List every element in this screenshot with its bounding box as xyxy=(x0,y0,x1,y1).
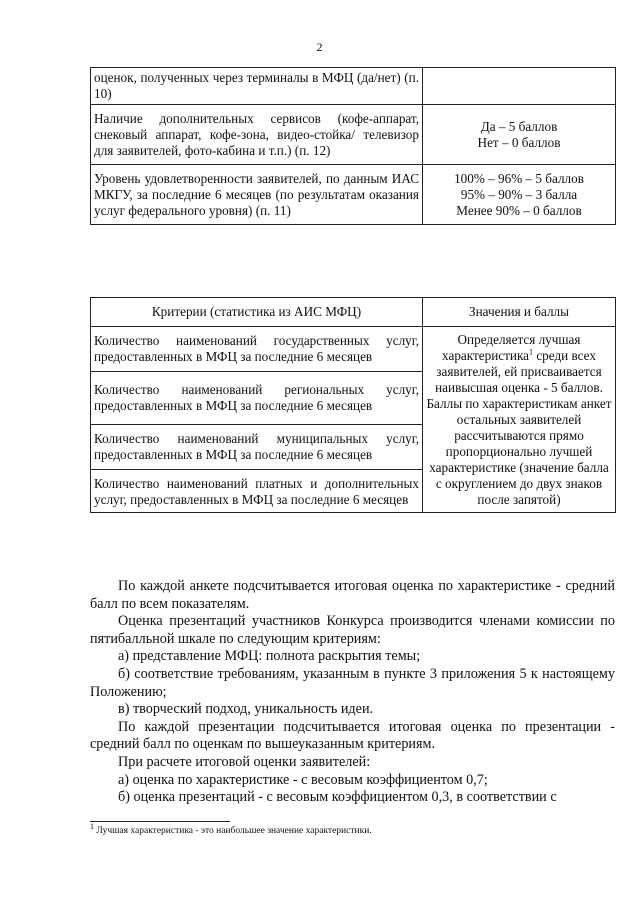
paragraph: По каждой анкете подсчитывается итоговая оценка по характеристике - средний балл по всем показателям. xyxy=(90,578,615,612)
score-line: 95% – 90% – 3 балла xyxy=(460,186,578,202)
footnote-divider xyxy=(90,821,230,822)
table-row xyxy=(91,165,616,225)
body-text xyxy=(90,578,615,807)
criteria-table-top xyxy=(90,67,616,225)
table-cell-criterion: Количество наименований государственных услуг, предоставленных в МФЦ за последние 6 месяцев xyxy=(91,327,423,372)
table-cell-criterion: Количество наименований региональных услуг, предоставленных в МФЦ за последние 6 месяцев xyxy=(91,372,423,425)
table-header-criteria: Критерии (статистика из АИС МФЦ) xyxy=(91,298,423,327)
list-item: б) соответствие требованиям, указанным в пункте 3 приложения 5 к настоящему Положению; xyxy=(90,665,615,700)
paragraph: При расчете итоговой оценки заявителей: xyxy=(118,753,371,770)
score-line: 100% – 96% – 5 баллов xyxy=(454,170,584,186)
table-cell-criterion: Наличие дополнительных сервисов (кофе-аппарат, снековый аппарат, кофе-зона, видео-стойка/ телевизор для заявителей, фото-кабина и т.п.) (п. 12) xyxy=(91,105,423,165)
footnote-text: Лучшая характеристика - это наибольшее значение характеристики. xyxy=(94,826,372,836)
score-line: Да – 5 баллов xyxy=(480,118,558,134)
table-row xyxy=(91,327,616,372)
table-cell-criterion: Количество наименований муниципальных услуг, предоставленных в МФЦ за последние 6 месяцев xyxy=(91,425,423,470)
table-cell-merged-scoring xyxy=(423,327,616,513)
table-row xyxy=(91,68,616,105)
table-cell-score xyxy=(423,68,616,105)
footnote-ref: 1 xyxy=(529,347,534,357)
list-item: а) оценка по характеристике - с весовым коэффициентом 0,7; xyxy=(118,771,488,788)
table-cell-criterion: Уровень удовлетворенности заявителей, по данным ИАС МКГУ, за последние 6 месяцев (по результатам оказания услуг федерального уровня) (п. 11) xyxy=(91,165,423,225)
table-cell-score xyxy=(423,165,616,225)
table-header-row xyxy=(91,298,616,327)
score-line: Менее 90% – 0 баллов xyxy=(456,202,582,218)
page-number: 2 xyxy=(316,40,323,54)
table-header-values: Значения и баллы xyxy=(423,298,616,327)
scoring-text-start: Определяется лучшая характеристика xyxy=(442,331,581,363)
table-cell-score xyxy=(423,105,616,165)
criteria-table-statistics xyxy=(90,297,616,513)
list-item: а) представление МФЦ: полнота раскрытия темы; xyxy=(118,648,421,665)
footnote xyxy=(90,821,372,836)
table-cell-criterion: оценок, полученных через терминалы в МФЦ (да/нет) (п. 10) xyxy=(91,68,423,105)
scoring-text-end: среди всех заявителей, ей присваивается наивысшая оценка - 5 баллов. Баллы по характеристикам анкет остальных заявителей рассчитываются прямо пропорционально лучшей характеристике (значение балла с округлением до двух знаков после запятой) xyxy=(426,347,612,507)
score-line: Нет – 0 баллов xyxy=(477,134,561,150)
table-row xyxy=(91,105,616,165)
paragraph: По каждой презентации подсчитывается итоговая оценка по презентации - средний балл по оценкам по вышеуказанным критериям. xyxy=(90,718,615,753)
footnote-mark: 1 xyxy=(90,821,94,831)
list-item: б) оценка презентаций - с весовым коэффициентом 0,3, в соответствии с xyxy=(118,789,557,806)
table-cell-criterion: Количество наименований платных и дополнительных услуг, предоставленных в МФЦ за последние 6 месяцев xyxy=(91,470,423,513)
paragraph: Оценка презентаций участников Конкурса производится членами комиссии по пятибалльной шкале по следующим критериям: xyxy=(90,613,615,647)
list-item: в) творческий подход, уникальность идеи. xyxy=(118,701,374,718)
